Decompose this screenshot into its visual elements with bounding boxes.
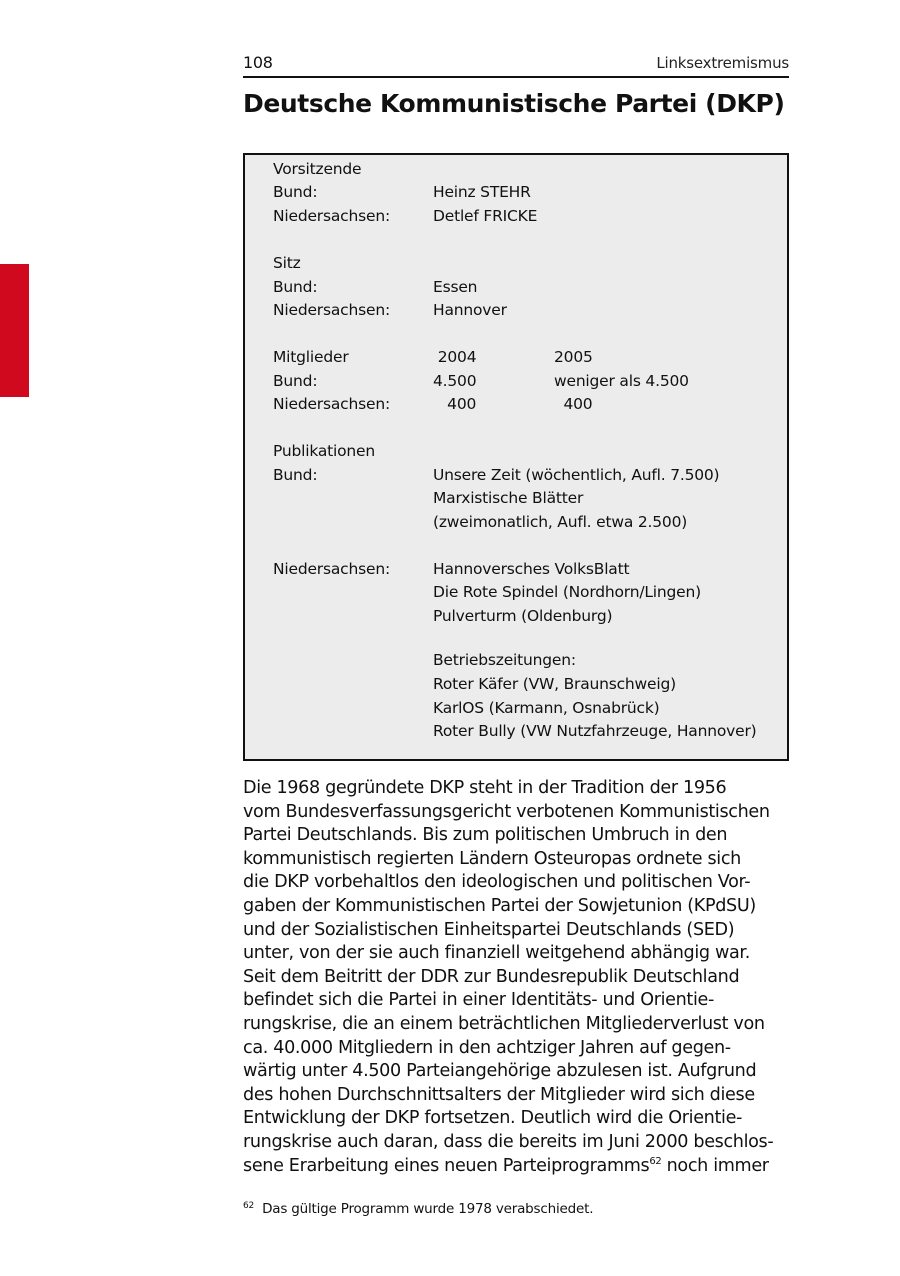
body-line: unter, von der sie auch finanziell weitgehend abhängig war. (243, 943, 750, 964)
info-value: Hannover (433, 301, 507, 319)
body-line-text: noch immer (661, 1155, 769, 1176)
info-value: (zweimonatlich, Aufl. etwa 2.500) (433, 513, 688, 531)
body-line: Die 1968 gegründete DKP steht in der Tradition der 1956 (243, 778, 727, 798)
page-header (243, 52, 789, 78)
body-line: rungskrise, die an einem beträchtlichen Mitgliederverlust von (243, 1014, 765, 1034)
info-label: Niedersachsen: (273, 207, 390, 225)
info-label: Sitz (273, 254, 301, 272)
body-line: kommunistisch regierten Ländern Osteuropas ordnete sich (243, 848, 741, 869)
body-line: befindet sich die Partei in einer Identitäts- und Orientie- (243, 990, 714, 1011)
body-line: die DKP vorbehaltlos den ideologischen und politischen Vor- (243, 872, 751, 893)
info-value-2005: 400 (554, 395, 593, 413)
body-line: rungskrise auch daran, dass die bereits im Juni 2000 beschlos- (243, 1132, 774, 1152)
body-line: ca. 40.000 Mitgliedern in den achtziger Jahren auf gegen- (243, 1037, 731, 1058)
info-value: Roter Käfer (VW, Braunschweig) (433, 675, 676, 693)
footnote-number: 62 (243, 1201, 255, 1211)
info-label: Niedersachsen: (273, 395, 390, 413)
info-label: Niedersachsen: (273, 301, 390, 319)
body-line: Entwicklung der DKP fortsetzen. Deutlich wird die Orientie- (243, 1108, 743, 1129)
section-title: Deutsche Kommunistische Partei (DKP) (243, 89, 785, 118)
info-value-2005: 2005 (554, 348, 593, 366)
info-label: Bund: (273, 278, 318, 296)
info-value: Die Rote Spindel (Nordhorn/Lingen) (433, 583, 701, 601)
body-line: gaben der Kommunistischen Partei der Sowjetunion (KPdSU) (243, 896, 756, 916)
info-value: Marxistische Blätter (433, 489, 584, 507)
info-value-2005: weniger als 4.500 (554, 372, 689, 390)
body-line: vom Bundesverfassungsgericht verbotenen Kommunistischen (243, 801, 770, 822)
info-label: Bund: (273, 466, 318, 484)
chapter-color-tab (0, 264, 29, 397)
footnote-reference[interactable]: 62 (649, 1155, 662, 1167)
footnote-text: Das gültige Programm wurde 1978 verabschiedet. (262, 1201, 594, 1217)
body-line: Partei Deutschlands. Bis zum politischen Umbruch in den (243, 825, 728, 846)
info-value: Betriebszeitungen: (433, 651, 576, 669)
info-value: 400 (433, 395, 477, 413)
info-value: KarlOS (Karmann, Osnabrück) (433, 699, 660, 717)
info-label: Mitglieder (273, 348, 349, 366)
info-value: Essen (433, 278, 478, 296)
info-value: Unsere Zeit (wöchentlich, Aufl. 7.500) (433, 466, 720, 484)
info-value: Heinz STEHR (433, 183, 531, 201)
info-value: 2004 (433, 348, 477, 366)
info-value: 4.500 (433, 372, 477, 390)
info-value: Detlef FRICKE (433, 207, 538, 225)
footnote (243, 1196, 593, 1219)
info-label: Bund: (273, 183, 318, 201)
info-value: Pulverturm (Oldenburg) (433, 607, 613, 625)
info-label: Bund: (273, 372, 318, 390)
info-value: Hannoversches VolksBlatt (433, 560, 630, 578)
body-line: Seit dem Beitritt der DDR zur Bundesrepublik Deutschland (243, 966, 740, 987)
info-label: Publikationen (273, 442, 376, 460)
page-number: 108 (243, 53, 273, 72)
body-line-text: sene Erarbeitung eines neuen Parteiprogramms (243, 1155, 650, 1176)
body-line: und der Sozialistischen Einheitspartei Deutschlands (SED) (243, 919, 735, 940)
running-title: Linksextremismus (656, 54, 789, 72)
info-label: Vorsitzende (273, 160, 362, 178)
body-line: des hohen Durchschnittsalters der Mitglieder wird sich diese (243, 1084, 755, 1105)
info-label: Niedersachsen: (273, 560, 390, 578)
info-value: Roter Bully (VW Nutzfahrzeuge, Hannover) (433, 722, 757, 740)
body-line (243, 1154, 769, 1178)
body-line: wärtig unter 4.500 Parteiangehörige abzulesen ist. Aufgrund (243, 1061, 757, 1082)
